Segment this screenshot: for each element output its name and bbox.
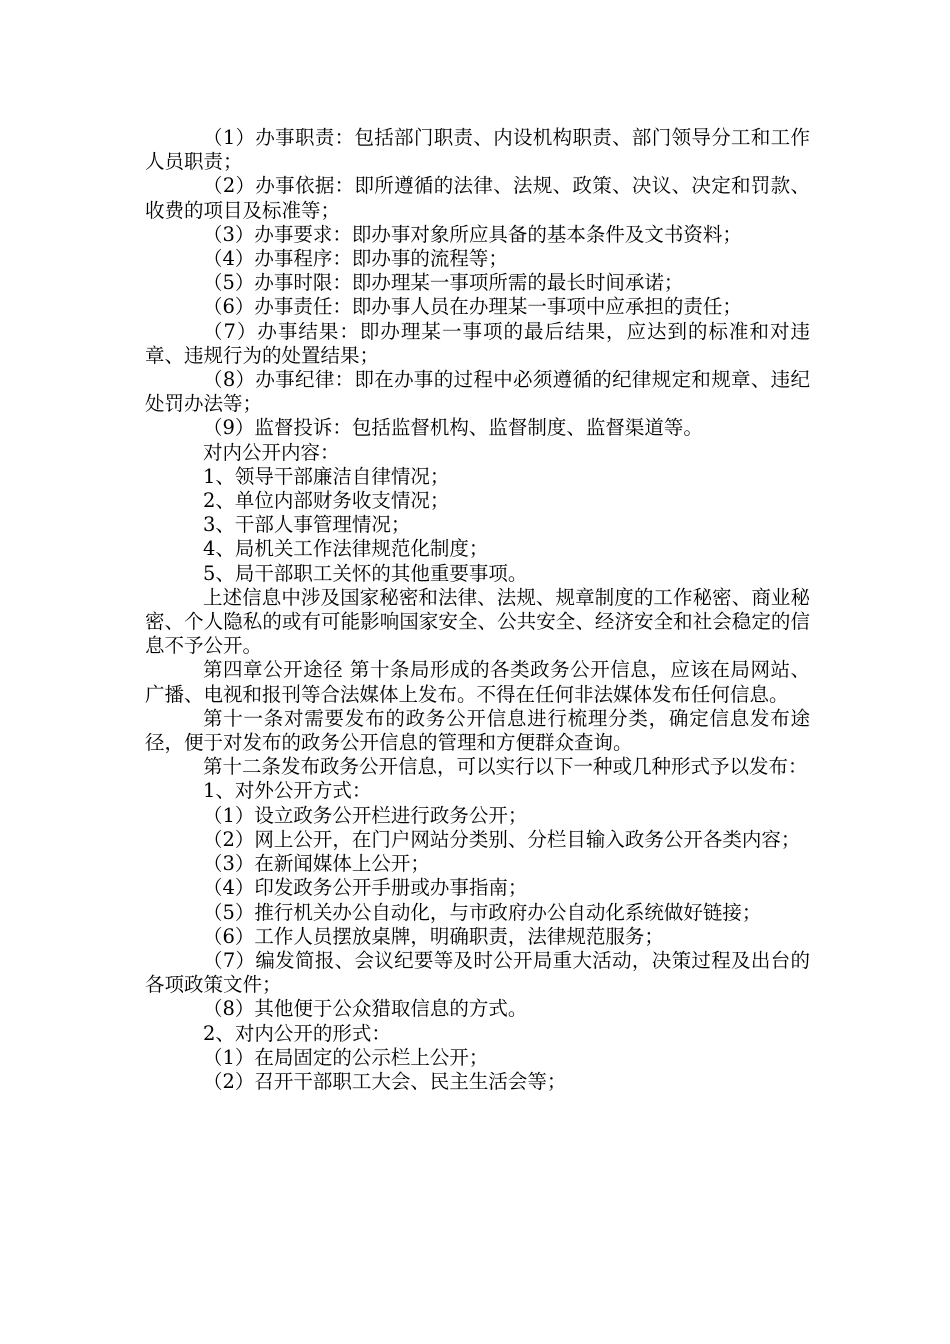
paragraph: 1、领导干部廉洁自律情况； bbox=[203, 464, 450, 488]
paragraph: 3、干部人事管理情况； bbox=[203, 513, 411, 537]
paragraph: （1）办事职责：包括部门职责、内设机构职责、部门领导分工和工作人员职责； bbox=[145, 126, 810, 174]
paragraph: （4）印发政务公开手册或办事指南； bbox=[203, 876, 528, 900]
paragraph: 上述信息中涉及国家秘密和法律、法规、规章制度的工作秘密、商业秘密、个人隐私的或有可能影响国家安全、公共安全、经济安全和社会稳定的信息不予公开。 bbox=[145, 585, 810, 658]
paragraph: 5、局干部职工关怀的其他重要事项。 bbox=[203, 561, 528, 585]
paragraph: 4、局机关工作法律规范化制度； bbox=[203, 537, 489, 561]
paragraph: 第十二条发布政务公开信息，可以实行以下一种或几种形式予以发布： bbox=[203, 755, 808, 779]
paragraph: （2）办事依据：即所遵循的法律、法规、政策、决议、决定和罚款、收费的项目及标准等； bbox=[145, 174, 810, 222]
section-heading: 对内公开内容： bbox=[203, 440, 340, 464]
paragraph: （6）办事责任：即办事人员在办理某一事项中应承担的责任； bbox=[203, 295, 742, 319]
paragraph: （3）办事要求：即办事对象所应具备的基本条件及文书资料； bbox=[203, 222, 742, 246]
paragraph: （1）设立政务公开栏进行政务公开； bbox=[203, 803, 528, 827]
document-body bbox=[145, 126, 810, 1094]
paragraph: （4）办事程序：即办事的流程等； bbox=[203, 247, 508, 271]
paragraph: （9）监督投诉：包括监督机构、监督制度、监督渠道等。 bbox=[203, 416, 703, 440]
paragraph: 第十一条对需要发布的政务公开信息进行梳理分类，确定信息发布途径，便于对发布的政务公开信息的管理和方便群众查询。 bbox=[145, 706, 810, 755]
paragraph: （8）办事纪律：即在办事的过程中必须遵循的纪律规定和规章、违纪处罚办法等； bbox=[145, 368, 810, 416]
paragraph: （3）在新闻媒体上公开； bbox=[203, 852, 430, 876]
section-heading: 2、对内公开的形式： bbox=[203, 1021, 391, 1045]
paragraph: （7）办事结果：即办理某一事项的最后结果，应达到的标准和对违章、违规行为的处置结果； bbox=[145, 319, 810, 367]
paragraph: （6）工作人员摆放桌牌，明确职责，法律规范服务； bbox=[203, 924, 664, 948]
section-heading: 1、对外公开方式： bbox=[203, 779, 372, 803]
paragraph: （2）召开干部职工大会、民主生活会等； bbox=[203, 1069, 567, 1093]
paragraph: （2）网上公开，在门户网站分类别、分栏目输入政务公开各类内容； bbox=[203, 827, 801, 851]
paragraph: （5）办事时限：即办理某一事项所需的最长时间承诺； bbox=[203, 271, 684, 295]
paragraph: （8）其他便于公众猎取信息的方式。 bbox=[203, 997, 528, 1021]
paragraph: （7）编发简报、会议纪要等及时公开局重大活动，决策过程及出台的各项政策文件； bbox=[145, 948, 810, 997]
paragraph: （5）推行机关办公自动化，与市政府办公自动化系统做好链接； bbox=[203, 900, 762, 924]
paragraph: （1）在局固定的公示栏上公开； bbox=[203, 1045, 489, 1069]
paragraph: 2、单位内部财务收支情况； bbox=[203, 489, 450, 513]
paragraph: 第四章公开途径 第十条局形成的各类政务公开信息，应该在局网站、广播、电视和报刊等合法媒体上发布。不得在任何非法媒体发布任何信息。 bbox=[145, 658, 810, 706]
